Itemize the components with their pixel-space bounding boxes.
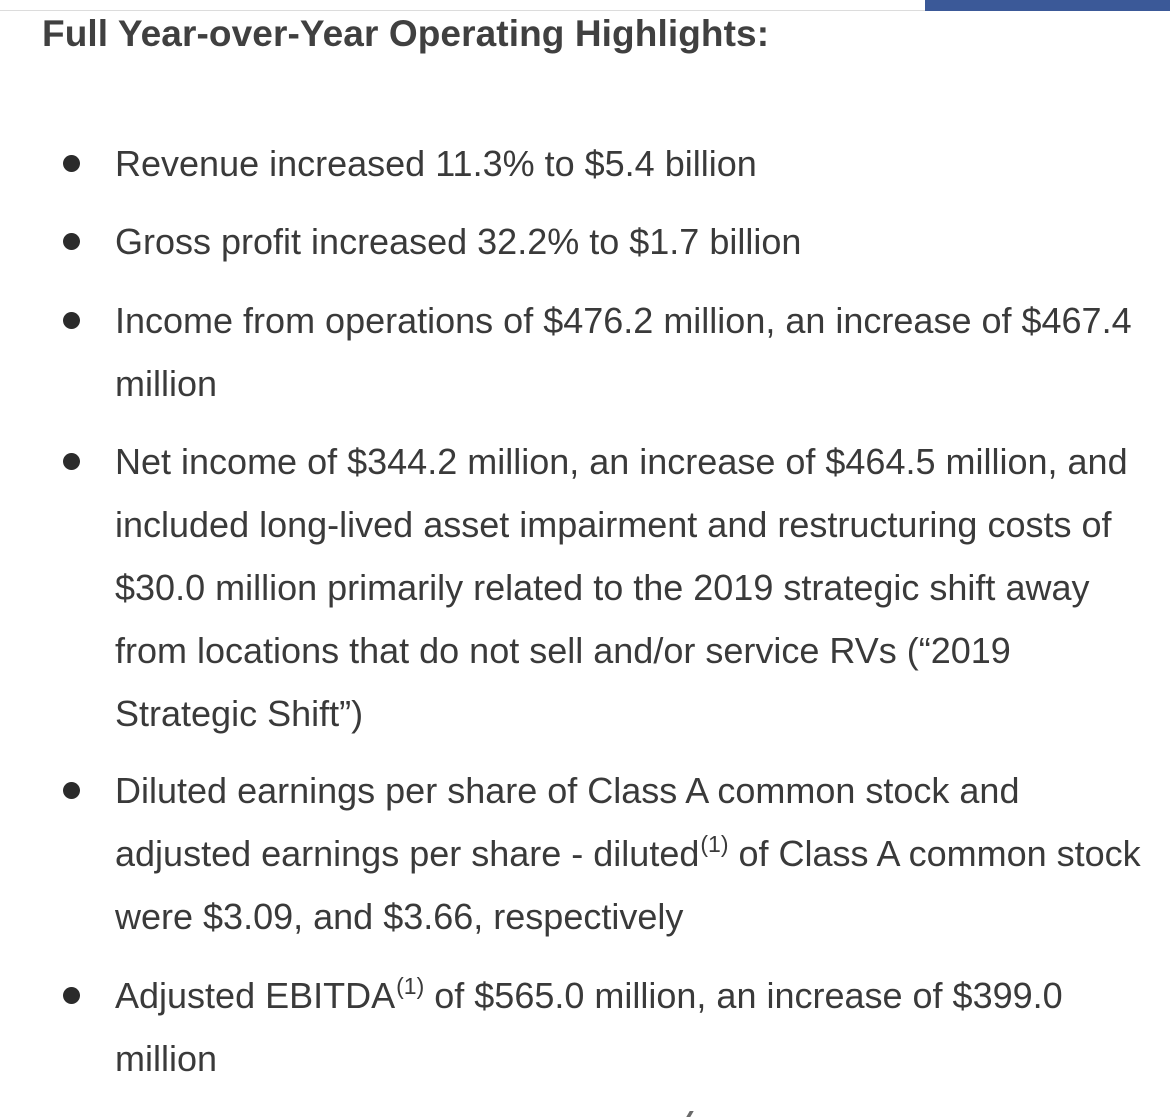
footnote-marker: (1) — [396, 973, 425, 999]
highlight-item-net-income — [115, 430, 1150, 745]
highlight-item-diluted-eps — [115, 759, 1150, 948]
highlight-text-continued: of $565.0 million, an increase of $399.0 million — [115, 975, 1063, 1079]
highlight-text: Diluted earnings per share of Class A common stock and adjusted earnings per share - diluted — [115, 770, 1020, 874]
highlight-item-adjusted-ebitda — [115, 964, 1150, 1090]
footnote-marker: (1) — [700, 831, 729, 857]
highlight-text: Revenue increased 11.3% to $5.4 billion — [115, 143, 757, 184]
bullet-icon — [63, 782, 80, 799]
highlight-text: Net income of $344.2 million, an increase of $464.5 million, and included long-lived asset impairment and restructuring costs of $30.0 million primarily related to the 2019 strategic shift away from locations that do not sell and/or service RVs (“2019 Strategic Shift”) — [115, 441, 1128, 734]
highlight-item-gross-profit — [115, 210, 1150, 273]
top-accent-bar — [925, 0, 1170, 11]
highlight-text: Gross profit increased 32.2% to $1.7 billion — [115, 221, 802, 262]
highlight-item-revenue — [115, 132, 1150, 195]
highlight-item-income-from-operations — [115, 289, 1150, 415]
bullet-icon — [63, 155, 80, 172]
highlight-text: Adjusted EBITDA — [115, 975, 396, 1016]
bullet-icon — [63, 453, 80, 470]
section-heading: Full Year-over-Year Operating Highlights: — [42, 13, 770, 54]
highlight-text-continued: of Class A common stock were $3.09, and $3.66, respectively — [115, 833, 1141, 937]
cropped-glyph-fragment — [686, 1111, 693, 1117]
highlight-text: Income from operations of $476.2 million, an increase of $467.4 million — [115, 300, 1132, 404]
top-divider — [0, 0, 925, 11]
bullet-icon — [63, 233, 80, 250]
bullet-icon — [63, 312, 80, 329]
bullet-icon — [63, 987, 80, 1004]
